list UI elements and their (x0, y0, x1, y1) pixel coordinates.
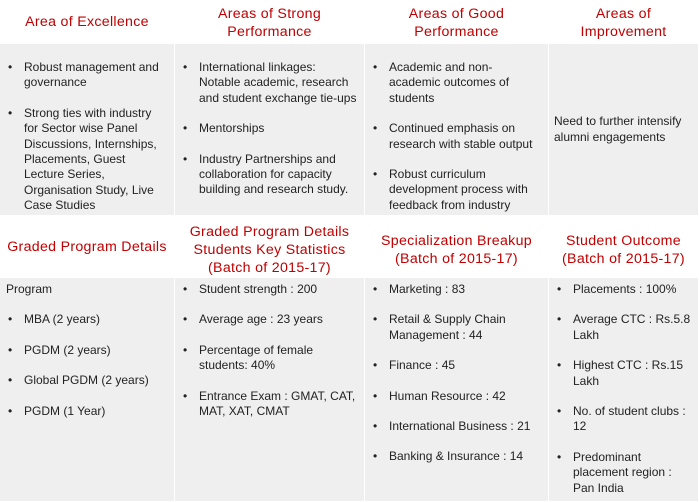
list-item: • Strong ties with industry for Sector wise Panel Discussions, Internships, Placements, Guest Lecture Series, Organisation Study, Live Case Studies (2, 106, 168, 214)
strong-performance-list (177, 60, 358, 198)
list-item: • Placements : 100% (551, 282, 692, 297)
header-specialization-breakup: Specialization Breakup (Batch of 2015-17) (365, 216, 549, 278)
student-outcome-body (549, 278, 699, 502)
list-item: • Banking & Insurance : 14 (367, 449, 542, 464)
strong-performance-body (175, 44, 365, 216)
list-item: • Finance : 45 (367, 358, 542, 373)
list-item: • Percentage of female students: 40% (177, 343, 358, 374)
list-item: • Entrance Exam : GMAT, CAT, MAT, XAT, CMAT (177, 389, 358, 420)
list-item: • Mentorships (177, 121, 358, 136)
list-item: • Academic and non-academic outcomes of students (367, 60, 542, 106)
specialization-body (365, 278, 549, 502)
header-areas-of-strong-performance: Areas of Strong Performance (175, 0, 365, 44)
improvement-text: Need to further intensify alumni engagements (554, 114, 682, 144)
list-item: • International Business : 21 (367, 419, 542, 434)
list-item: • PGDM (2 years) (6, 343, 168, 358)
header-students-key-statistics: Graded Program Details Students Key Statistics (Batch of 2015-17) (175, 216, 365, 278)
list-item: • Robust curriculum development process with feedback from industry (367, 167, 542, 213)
list-item: • Student strength : 200 (177, 282, 358, 297)
good-performance-body (365, 44, 549, 216)
program-details-body (0, 278, 175, 502)
improvement-body (549, 44, 699, 216)
list-item: • Human Resource : 42 (367, 389, 542, 404)
student-statistics-list (177, 282, 358, 419)
list-item: • Global PGDM (2 years) (6, 373, 168, 388)
header-area-of-excellence: Area of Excellence (0, 0, 175, 44)
list-item: • Retail & Supply Chain Management : 44 (367, 312, 542, 343)
excellence-body (0, 44, 175, 216)
list-item: • Average age : 23 years (177, 312, 358, 327)
list-item: • MBA (2 years) (6, 312, 168, 327)
header-areas-of-improvement: Areas of Improvement (549, 0, 699, 44)
list-item: • Marketing : 83 (367, 282, 542, 297)
header-student-outcome: Student Outcome (Batch of 2015-17) (549, 216, 699, 278)
student-statistics-body (175, 278, 365, 502)
header-graded-program-details: Graded Program Details (0, 216, 175, 278)
good-performance-list (367, 60, 542, 213)
student-outcome-list (551, 282, 692, 496)
list-item: • Predominant placement region : Pan India (551, 450, 692, 496)
list-item: • Robust management and governance (2, 60, 168, 91)
list-item: • Continued emphasis on research with stable output (367, 121, 542, 152)
list-item: • Highest CTC : Rs.15 Lakh (551, 358, 692, 389)
header-areas-of-good-performance: Areas of Good Performance (365, 0, 549, 44)
list-item: • Average CTC : Rs.5.8 Lakh (551, 312, 692, 343)
specialization-list (367, 282, 542, 465)
list-item: • Industry Partnerships and collaboration for capacity building and research study. (177, 152, 358, 198)
excellence-list (2, 60, 168, 214)
list-item: • International linkages: Notable academic, research and student exchange tie-ups (177, 60, 358, 106)
program-label: Program (6, 282, 53, 296)
list-item: • No. of student clubs : 12 (551, 404, 692, 435)
list-item: • PGDM (1 Year) (6, 404, 168, 419)
program-list (6, 312, 168, 419)
